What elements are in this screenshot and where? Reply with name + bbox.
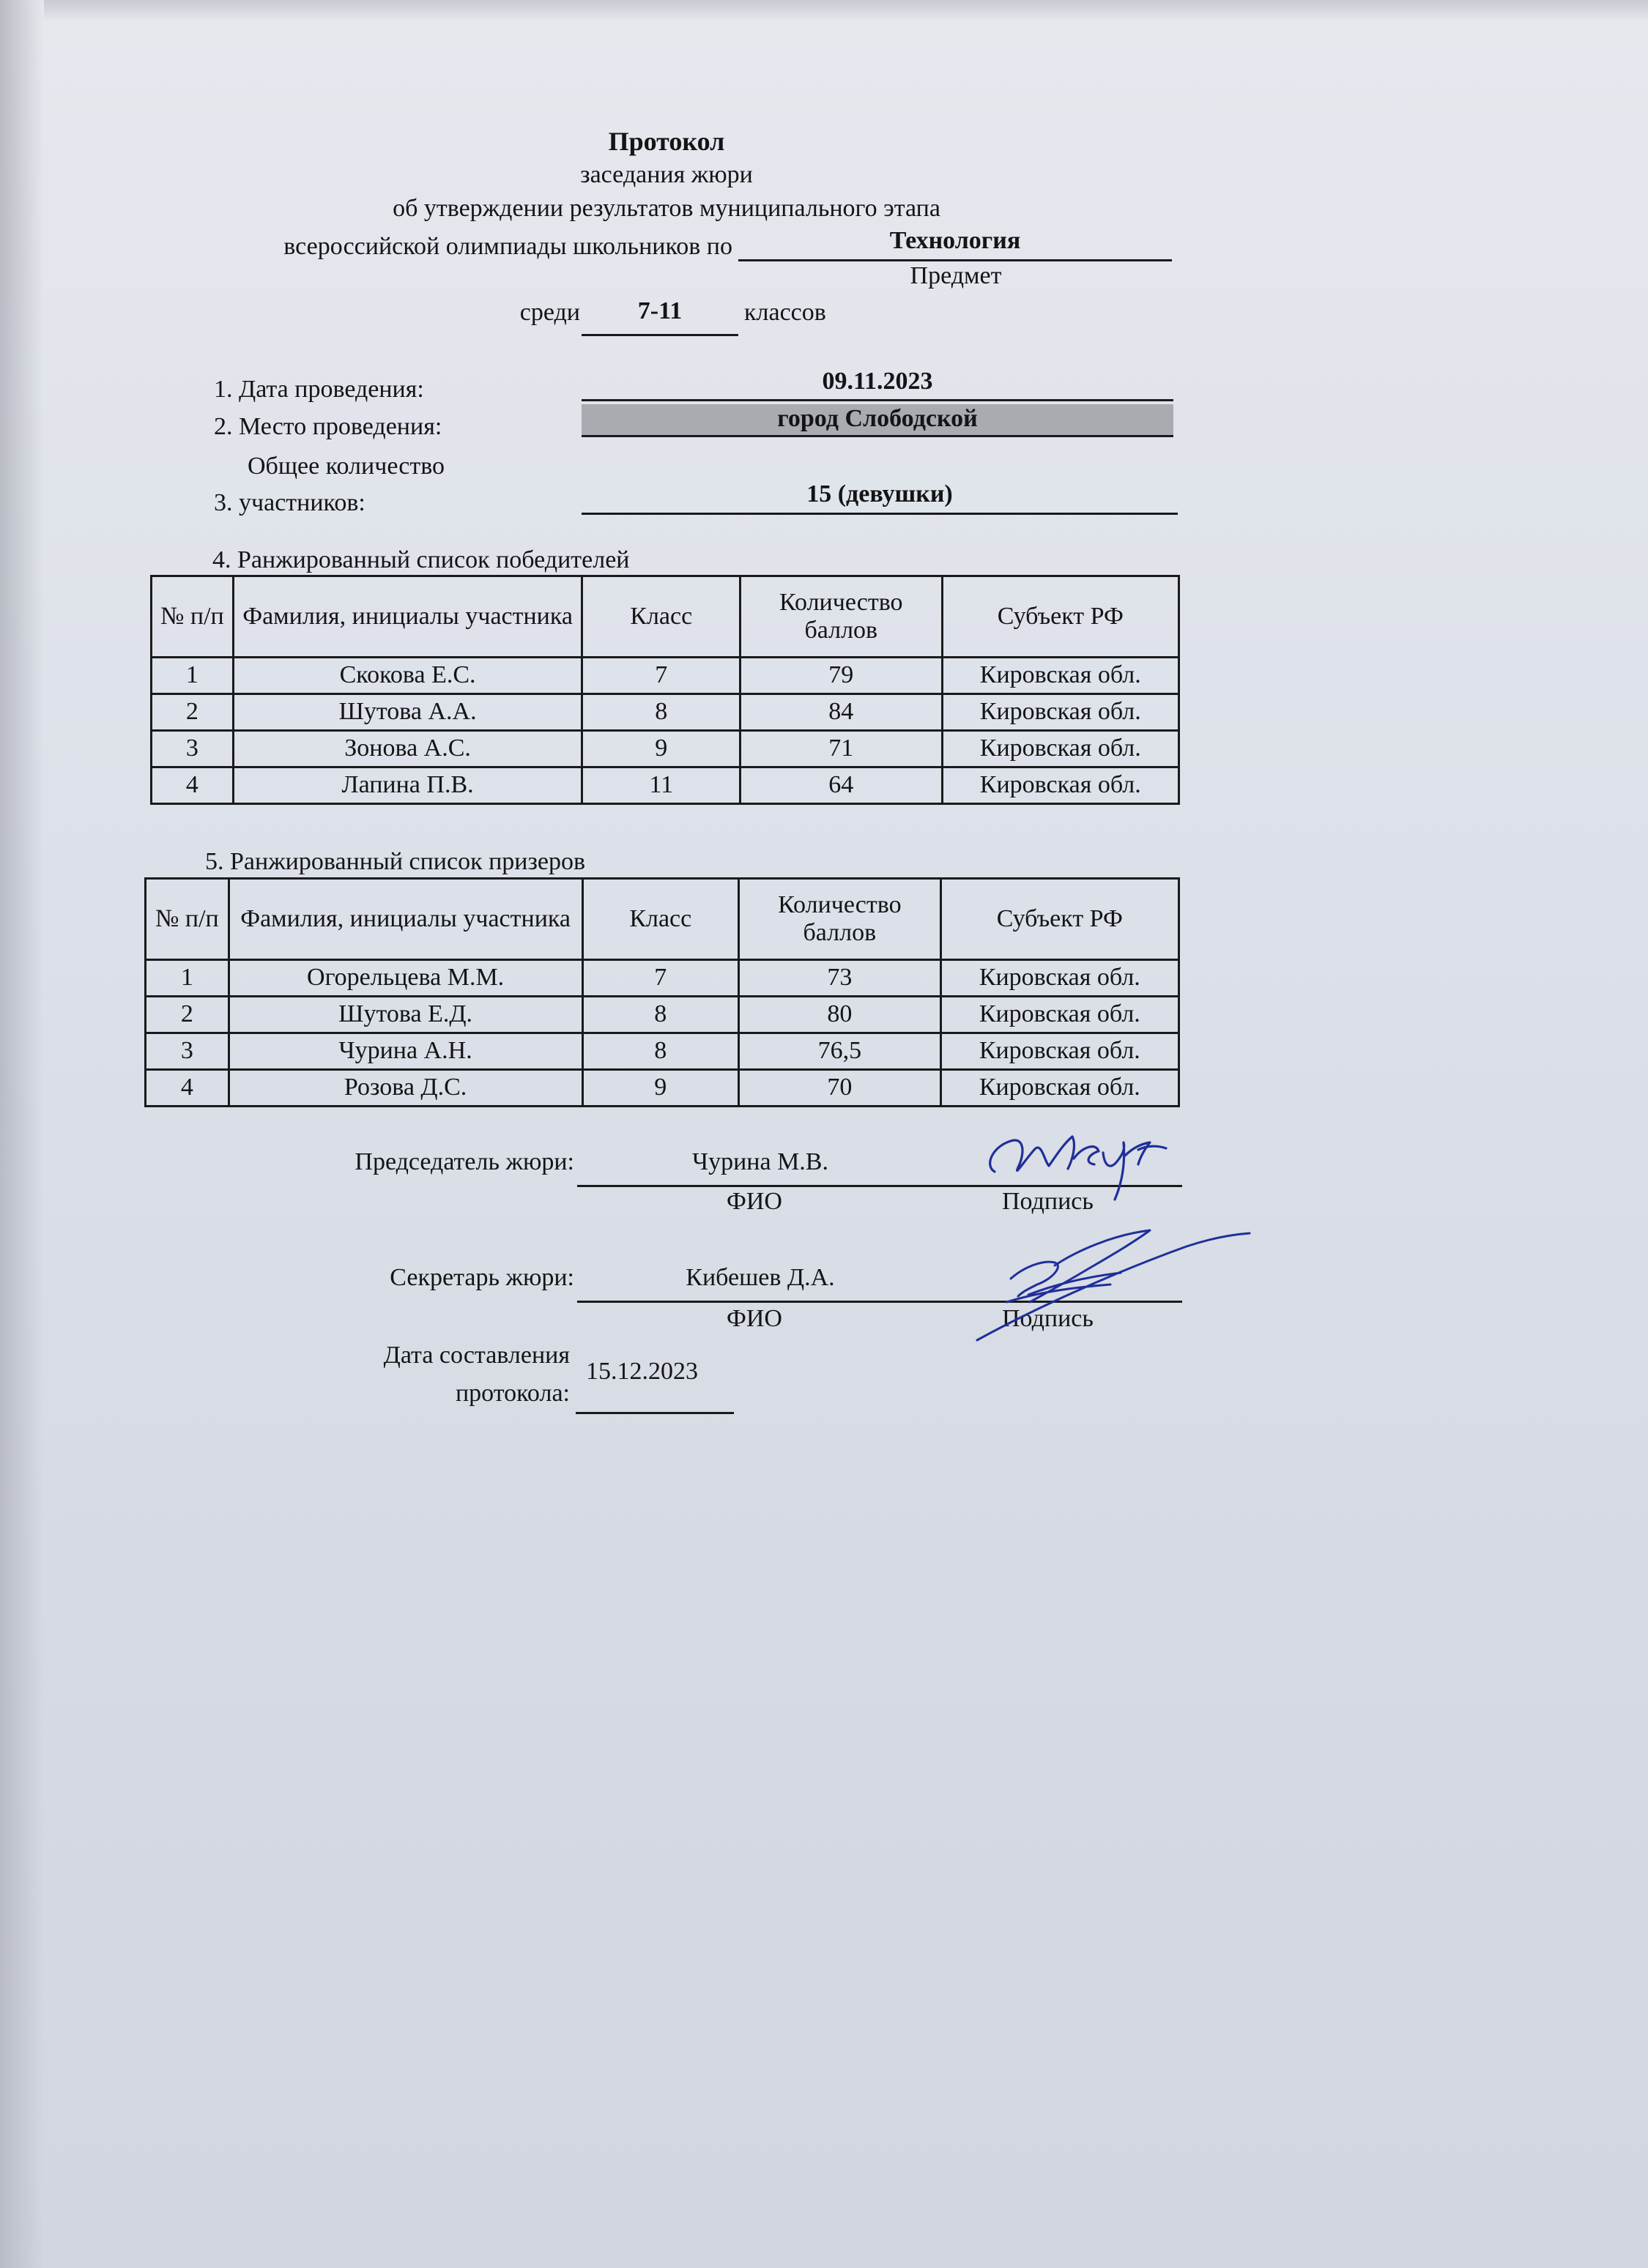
cell-number: 4 bbox=[146, 1070, 229, 1107]
cell-region: Кировская обл. bbox=[940, 1070, 1179, 1107]
table-row bbox=[146, 1070, 1179, 1107]
column-header-number: № п/п bbox=[152, 576, 234, 658]
column-header-score: Количество баллов bbox=[740, 576, 942, 658]
grades-value: 7-11 bbox=[637, 297, 683, 324]
protocol-date-label-line-1: Дата составления bbox=[383, 1342, 570, 1369]
cell-region: Кировская обл. bbox=[942, 694, 1179, 731]
cell-grade: 7 bbox=[582, 960, 739, 997]
chair-fio-caption: ФИО bbox=[727, 1188, 782, 1215]
prizewinners-table bbox=[144, 877, 1180, 1107]
secretary-label: Секретарь жюри: bbox=[390, 1264, 574, 1291]
count-label-line-2: 3. участников: bbox=[214, 489, 365, 516]
column-header-score: Количество баллов bbox=[739, 879, 941, 960]
cell-score: 76,5 bbox=[739, 1033, 941, 1070]
ink-stroke bbox=[990, 1137, 1166, 1200]
cell-score: 73 bbox=[739, 960, 941, 997]
cell-number: 1 bbox=[152, 658, 234, 694]
protocol-date-label-line-2: протокола: bbox=[455, 1380, 570, 1407]
cell-region: Кировская обл. bbox=[940, 997, 1179, 1033]
secretary-signature-image bbox=[967, 1208, 1252, 1347]
place-label: 2. Место проведения: bbox=[214, 413, 442, 440]
cell-score: 71 bbox=[740, 731, 942, 767]
header-line-1: заседания жюри bbox=[580, 161, 753, 188]
winners-header-row bbox=[152, 576, 1179, 658]
document-title: Протокол bbox=[608, 127, 725, 156]
paper-edge-shadow bbox=[0, 0, 44, 2268]
secretary-signature-caption: Подпись bbox=[1002, 1305, 1094, 1332]
cell-grade: 9 bbox=[582, 731, 741, 767]
prizewinners-heading: 5. Ранжированный список призеров bbox=[205, 848, 586, 875]
table-row bbox=[146, 997, 1179, 1033]
cell-name: Скокова Е.С. bbox=[233, 658, 582, 694]
cell-name: Розова Д.С. bbox=[229, 1070, 582, 1107]
column-header-grade: Класс bbox=[582, 879, 739, 960]
date-label: 1. Дата проведения: bbox=[214, 376, 424, 403]
cell-grade: 8 bbox=[582, 997, 739, 1033]
cell-grade: 8 bbox=[582, 1033, 739, 1070]
cell-region: Кировская обл. bbox=[940, 1033, 1179, 1070]
header-line-2: об утверждении результатов муниципального этапа bbox=[393, 195, 940, 222]
table-row bbox=[152, 658, 1179, 694]
column-header-name: Фамилия, инициалы участника bbox=[229, 879, 582, 960]
grades-suffix: классов bbox=[744, 299, 826, 326]
cell-name: Зонова А.С. bbox=[233, 731, 582, 767]
cell-number: 1 bbox=[146, 960, 229, 997]
cell-name: Чурина А.Н. bbox=[229, 1033, 582, 1070]
cell-grade: 11 bbox=[582, 767, 741, 804]
column-header-name: Фамилия, инициалы участника bbox=[233, 576, 582, 658]
count-value: 15 (девушки) bbox=[806, 480, 953, 507]
column-header-grade: Класс bbox=[582, 576, 741, 658]
winners-table bbox=[150, 575, 1180, 805]
cell-region: Кировская обл. bbox=[942, 731, 1179, 767]
chair-name: Чурина М.В. bbox=[692, 1148, 828, 1175]
cell-score: 64 bbox=[740, 767, 942, 804]
column-header-region: Субъект РФ bbox=[942, 576, 1179, 658]
subject-caption: Предмет bbox=[910, 262, 1002, 289]
place-value: город Слободской bbox=[777, 405, 978, 432]
table-row bbox=[152, 694, 1179, 731]
count-label-line-1: Общее количество bbox=[248, 453, 445, 480]
chair-signature-image bbox=[981, 1120, 1172, 1208]
cell-name: Шутова А.А. bbox=[233, 694, 582, 731]
cell-score: 70 bbox=[739, 1070, 941, 1107]
table-row bbox=[146, 1033, 1179, 1070]
column-header-region: Субъект РФ bbox=[940, 879, 1179, 960]
winners-heading: 4. Ранжированный список победителей bbox=[212, 546, 630, 573]
cell-number: 4 bbox=[152, 767, 234, 804]
cell-grade: 9 bbox=[582, 1070, 739, 1107]
secretary-name: Кибешев Д.А. bbox=[686, 1264, 835, 1291]
cell-region: Кировская обл. bbox=[942, 658, 1179, 694]
cell-score: 80 bbox=[739, 997, 941, 1033]
cell-number: 3 bbox=[146, 1033, 229, 1070]
paper-top-shadow bbox=[44, 0, 1648, 22]
header-line-3: всероссийской олимпиады школьников по bbox=[283, 233, 732, 260]
subject-value: Технология bbox=[889, 227, 1021, 254]
table-row bbox=[146, 960, 1179, 997]
secretary-fio-caption: ФИО bbox=[727, 1305, 782, 1332]
cell-number: 2 bbox=[152, 694, 234, 731]
date-value: 09.11.2023 bbox=[822, 368, 933, 395]
ink-stroke bbox=[977, 1230, 1250, 1340]
table-row bbox=[152, 731, 1179, 767]
chair-signature-caption: Подпись bbox=[1002, 1188, 1094, 1215]
protocol-date-value: 15.12.2023 bbox=[586, 1358, 698, 1385]
cell-number: 3 bbox=[152, 731, 234, 767]
cell-name: Огорельцева М.М. bbox=[229, 960, 582, 997]
cell-region: Кировская обл. bbox=[940, 960, 1179, 997]
cell-grade: 7 bbox=[582, 658, 741, 694]
cell-name: Шутова Е.Д. bbox=[229, 997, 582, 1033]
prizewinners-header-row bbox=[146, 879, 1179, 960]
cell-number: 2 bbox=[146, 997, 229, 1033]
cell-name: Лапина П.В. bbox=[233, 767, 582, 804]
column-header-number: № п/п bbox=[146, 879, 229, 960]
cell-grade: 8 bbox=[582, 694, 741, 731]
cell-region: Кировская обл. bbox=[942, 767, 1179, 804]
cell-score: 79 bbox=[740, 658, 942, 694]
table-row bbox=[152, 767, 1179, 804]
cell-score: 84 bbox=[740, 694, 942, 731]
among-label: среди bbox=[519, 299, 580, 326]
chair-label: Председатель жюри: bbox=[355, 1148, 574, 1175]
